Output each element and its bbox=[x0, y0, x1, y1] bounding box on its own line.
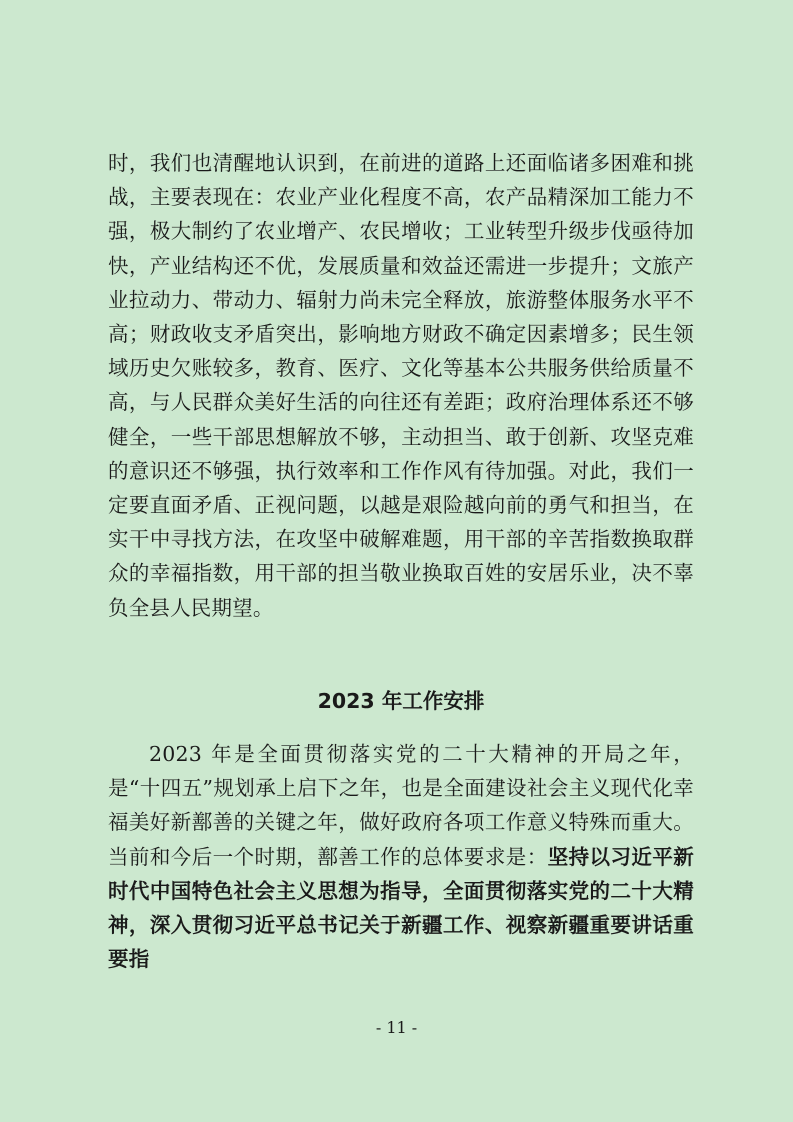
section-heading: 2023 年工作安排 bbox=[317, 689, 485, 713]
paragraph-2-intro: 2023 年是全面贯彻落实党的二十大精神的开局之年，是“十四五”规划承上启下之年，也是全面建设社会主义现代化幸福美好新鄯善的关键之年，做好政府各项工作意义特殊而重大。当前和今后一个时期，鄯善工作的总体要求是： bbox=[108, 742, 694, 869]
page-number: - 11 - bbox=[375, 1018, 418, 1037]
body-paragraph-1: 时，我们也清醒地认识到，在前进的道路上还面临诸多困难和挑战，主要表现在：农业产业化程度不高，农产品精深加工能力不强，极大制约了农业增产、农民增收；工业转型升级步伐亟待加快，产业结构还不优，发展质量和效益还需进一步提升；文旅产业拉动力、带动力、辐射力尚未完全释放，旅游整体服务水平不高；财政收支矛盾突出，影响地方财政不确定因素增多；民生领域历史欠账较多，教育、医疗、文化等基本公共服务供给质量不高，与人民群众美好生活的向往还有差距；政府治理体系还不够健全，一些干部思想解放不够，主动担当、敢于创新、攻坚克难的意识还不够强，执行效率和工作作风有待加强。对此，我们一定要直面矛盾、正视问题，以越是艰险越向前的勇气和担当，在实干中寻找方法，在攻坚中破解难题，用干部的辛苦指数换取群众的幸福指数，用干部的担当敬业换取百姓的安居乐业，决不辜负全县人民期望。 bbox=[108, 151, 694, 620]
paragraph-2-bold-text: 坚持以习近平新时代中国特色社会主义思想为指导，全面贯彻落实党的二十大精神，深入贯彻习近平总书记关于新疆工作、视察新疆重要讲话重要指 bbox=[108, 844, 694, 972]
body-paragraph-2 bbox=[108, 737, 694, 976]
